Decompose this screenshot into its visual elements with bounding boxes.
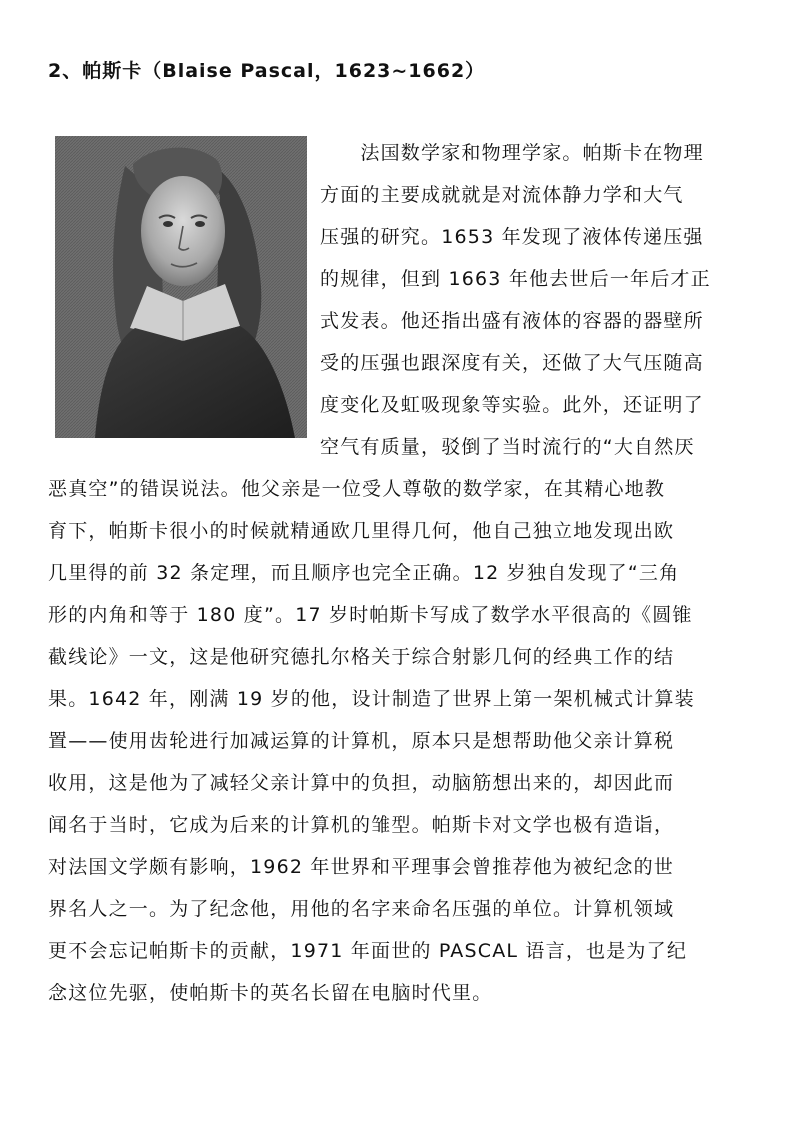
text-line: 更不会忘记帕斯卡的贡献，1971 年面世的 PASCAL 语言，也是为了纪 xyxy=(48,940,688,962)
text-line: 形的内角和等于 180 度”。17 岁时帕斯卡写成了数学水平很高的《圆锥 xyxy=(48,604,693,626)
text-line: 空气有质量，驳倒了当时流行的“大自然厌 xyxy=(320,436,695,458)
text-line: 度变化及虹吸现象等实验。此外，还证明了 xyxy=(320,394,704,416)
text-line: 截线论》一文，这是他研究德扎尔格关于综合射影几何的经典工作的结 xyxy=(48,646,675,668)
pascal-portrait-image xyxy=(55,136,307,438)
text-line: 闻名于当时，它成为后来的计算机的雏型。帕斯卡对文学也极有造诣， xyxy=(48,814,675,836)
text-line: 对法国文学颇有影响，1962 年世界和平理事会曾推荐他为被纪念的世 xyxy=(48,856,674,878)
text-line: 恶真空”的错误说法。他父亲是一位受人尊敬的数学家，在其精心地教 xyxy=(48,478,666,500)
text-line: 界名人之一。为了纪念他，用他的名字来命名压强的单位。计算机领域 xyxy=(48,898,675,920)
text-line: 受的压强也跟深度有关，还做了大气压随高 xyxy=(320,352,704,374)
text-line: 的规律，但到 1663 年他去世后一年后才正 xyxy=(320,268,711,290)
text-line: 果。1642 年，刚满 19 岁的他，设计制造了世界上第一架机械式计算装 xyxy=(48,688,695,710)
text-line: 收用，这是他为了减轻父亲计算中的负担，动脑筋想出来的，却因此而 xyxy=(48,772,675,794)
text-line: 置——使用齿轮进行加减运算的计算机，原本只是想帮助他父亲计算税 xyxy=(48,730,675,752)
text-line: 育下，帕斯卡很小的时候就精通欧几里得几何，他自己独立地发现出欧 xyxy=(48,520,675,542)
text-line: 几里得的前 32 条定理，而且顺序也完全正确。12 岁独自发现了“三角 xyxy=(48,562,680,584)
text-line: 念这位先驱，使帕斯卡的英名长留在电脑时代里。 xyxy=(48,982,493,1004)
page-title: 2、帕斯卡（Blaise Pascal，1623~1662） xyxy=(48,60,486,82)
text-line: 方面的主要成就就是对流体静力学和大气 xyxy=(320,184,684,206)
text-line: 式发表。他还指出盛有液体的容器的器壁所 xyxy=(320,310,704,332)
text-line: 压强的研究。1653 年发现了液体传递压强 xyxy=(320,226,704,248)
text-line: 法国数学家和物理学家。帕斯卡在物理 xyxy=(320,142,704,164)
